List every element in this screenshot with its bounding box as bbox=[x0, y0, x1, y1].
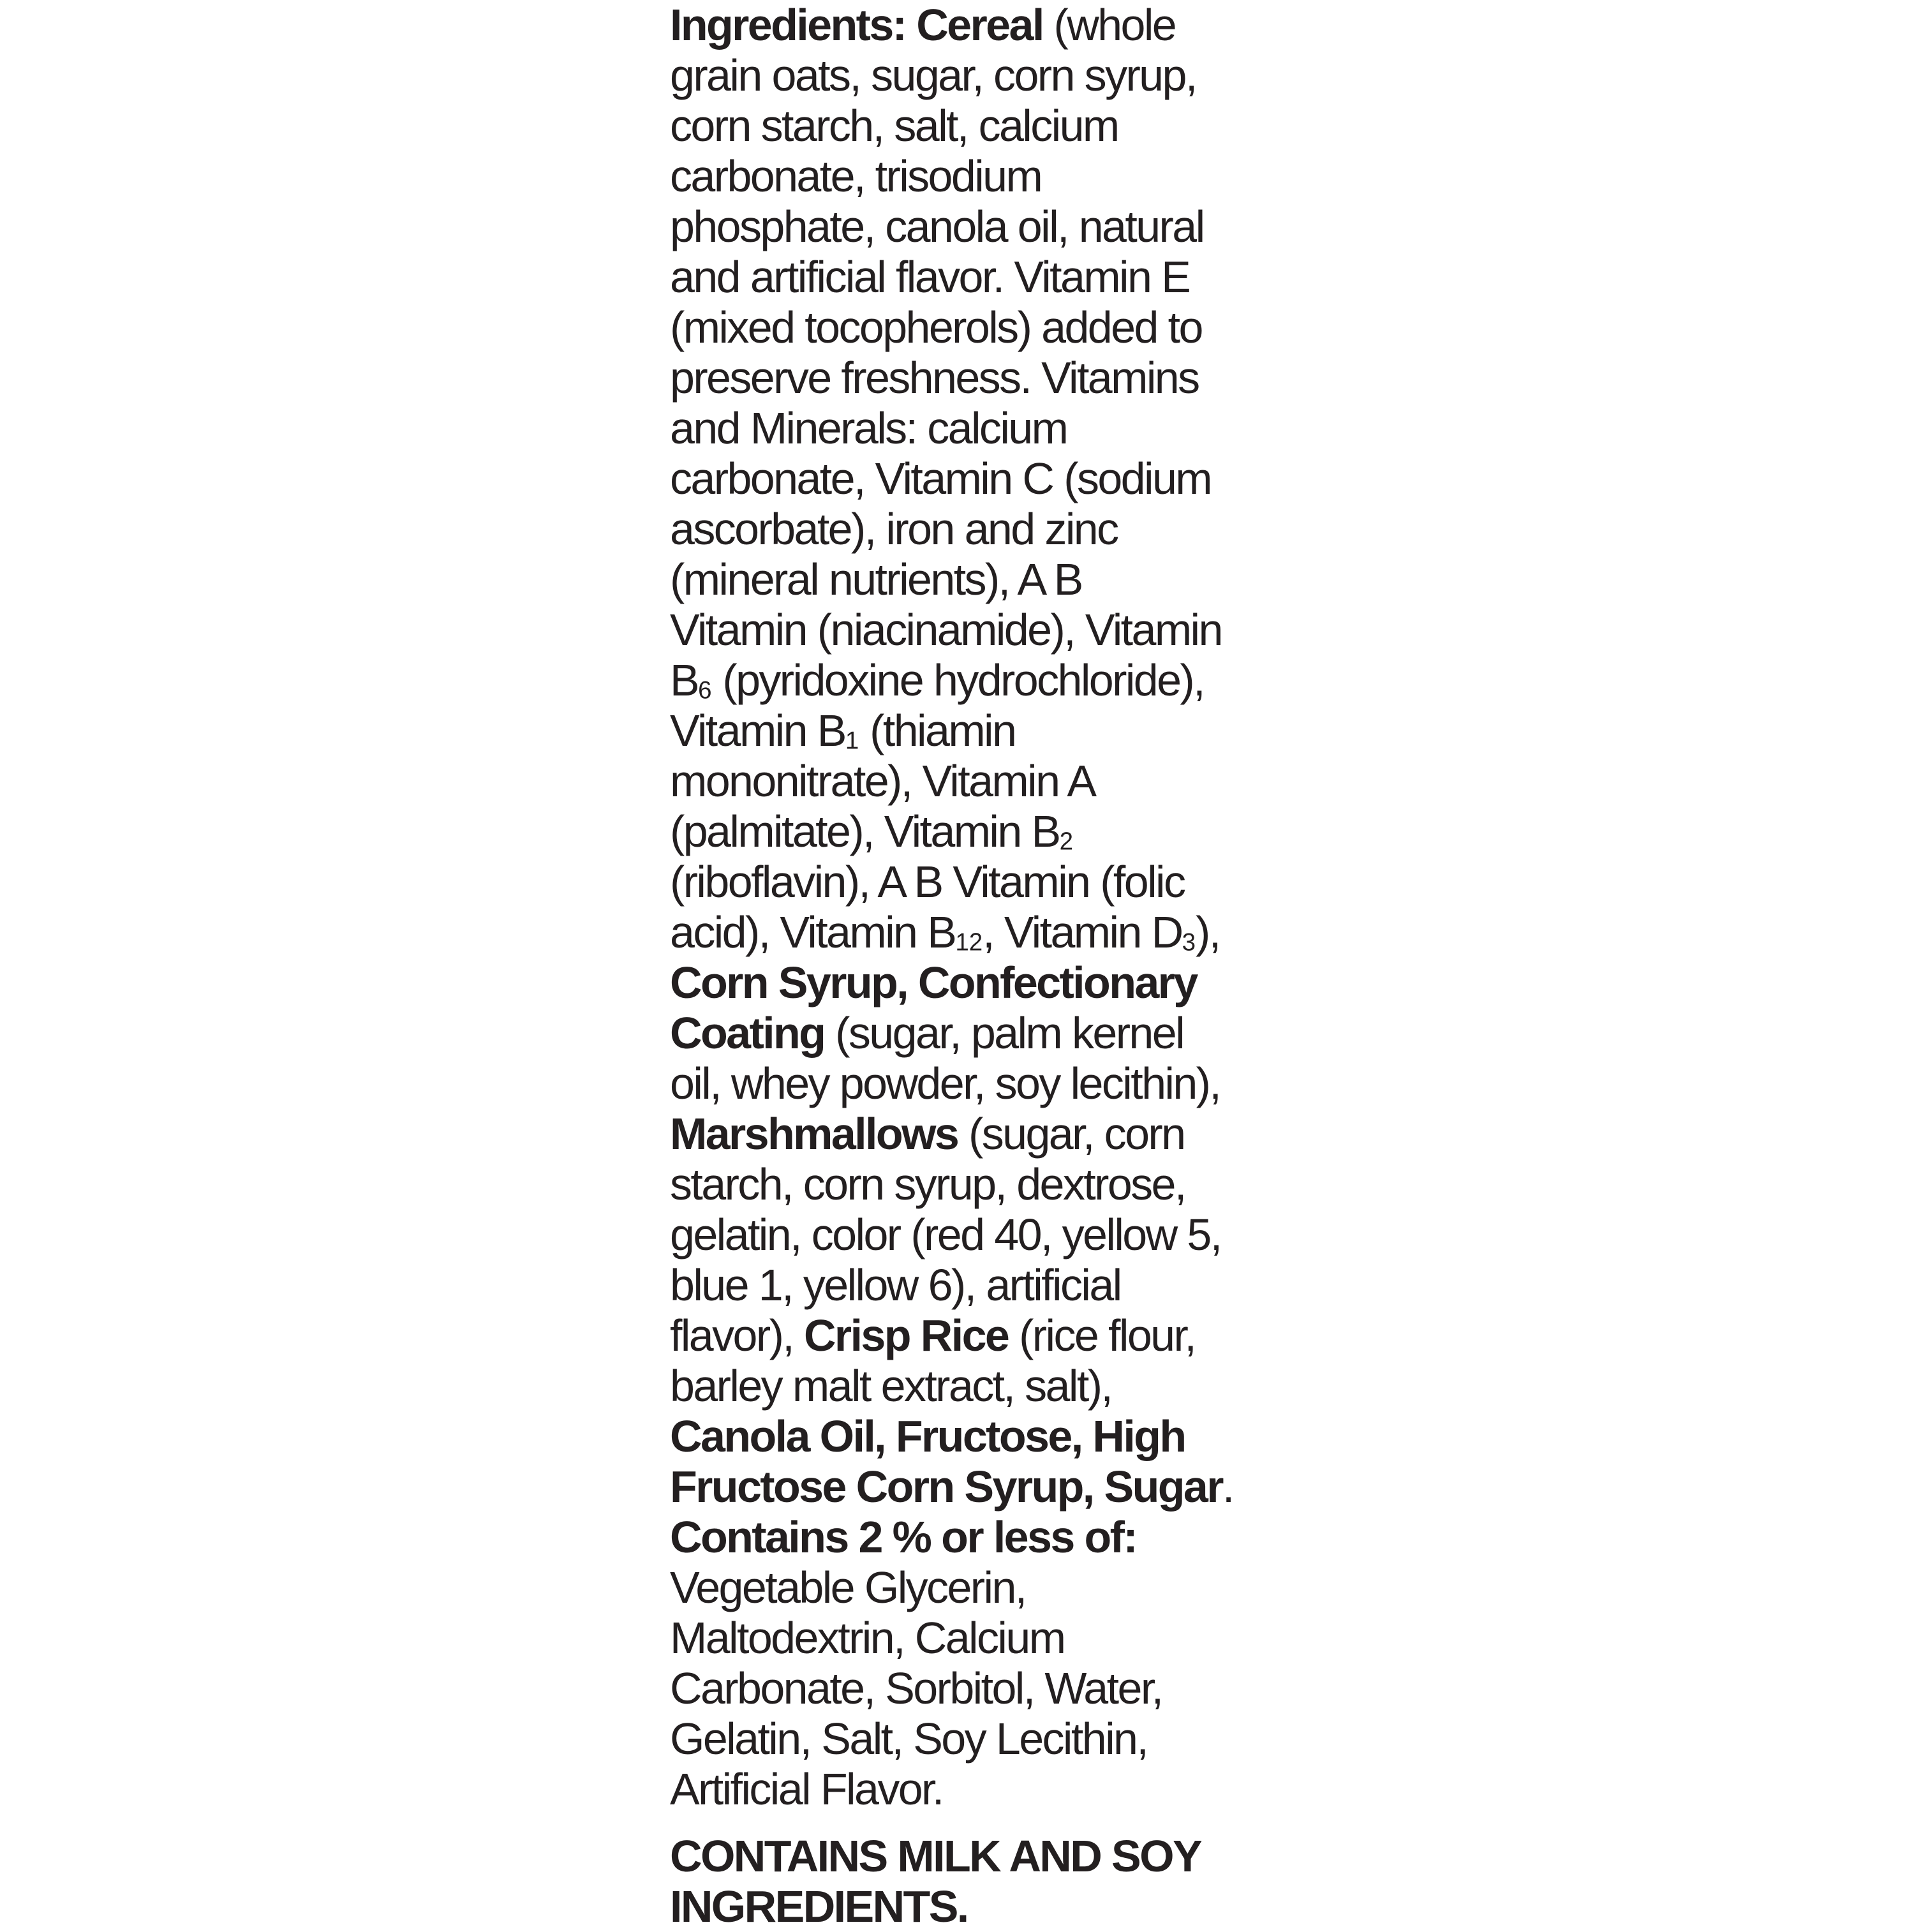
ingredient-name: Contains 2 % or less of: bbox=[670, 1512, 1137, 1562]
subscript: 1 bbox=[845, 727, 859, 755]
subscript: 6 bbox=[698, 676, 712, 704]
ingredients-line: barley malt extract, salt), bbox=[670, 1361, 1112, 1411]
ingredients-list bbox=[670, 0, 1308, 1815]
ingredients-line: (riboflavin), A B Vitamin (folic bbox=[670, 857, 1185, 907]
ingredients-heading: Ingredients: Cereal bbox=[670, 0, 1043, 50]
ingredients-line: ascorbate), iron and zinc bbox=[670, 504, 1118, 554]
ingredients-line: flavor), Crisp Rice (rice flour, bbox=[670, 1311, 1196, 1360]
ingredients-label-panel bbox=[670, 0, 1308, 1932]
ingredients-line: carbonate, Vitamin C (sodium bbox=[670, 454, 1212, 503]
allergen-line: CONTAINS MILK AND SOY bbox=[670, 1831, 1201, 1881]
ingredients-line: preserve freshness. Vitamins bbox=[670, 353, 1199, 403]
ingredient-name: Crisp Rice bbox=[803, 1311, 1009, 1360]
ingredients-line: Vegetable Glycerin, bbox=[670, 1563, 1026, 1612]
allergen-line: INGREDIENTS. bbox=[670, 1882, 968, 1931]
ingredients-line bbox=[670, 1411, 1308, 1462]
ingredients-line: (mineral nutrients), A B bbox=[670, 554, 1082, 604]
ingredients-line: Gelatin, Salt, Soy Lecithin, bbox=[670, 1714, 1148, 1764]
ingredients-line: oil, whey powder, soy lecithin), bbox=[670, 1059, 1220, 1108]
ingredients-line bbox=[670, 1512, 1308, 1563]
ingredients-line: Vitamin (niacinamide), Vitamin bbox=[670, 605, 1222, 655]
ingredients-line: phosphate, canola oil, natural bbox=[670, 202, 1204, 251]
ingredients-line: starch, corn syrup, dextrose, bbox=[670, 1159, 1185, 1209]
ingredients-line: and artificial flavor. Vitamin E bbox=[670, 252, 1190, 302]
ingredients-line: gelatin, color (red 40, yellow 5, bbox=[670, 1210, 1221, 1260]
ingredients-line: Fructose Corn Syrup, Sugar. bbox=[670, 1462, 1233, 1512]
ingredients-line: and Minerals: calcium bbox=[670, 403, 1067, 453]
ingredient-name: Marshmallows bbox=[670, 1109, 958, 1159]
ingredients-line: mononitrate), Vitamin A bbox=[670, 756, 1095, 806]
ingredients-line: Vitamin $B_1$ (thiamin bbox=[670, 706, 1016, 755]
ingredients-line bbox=[670, 958, 1308, 1008]
ingredients-line: acid), Vitamin $B_{12}$, Vitamin $D_3$), bbox=[670, 907, 1220, 957]
ingredients-line: (mixed tocopherols) added to bbox=[670, 302, 1202, 352]
subscript: 12 bbox=[955, 928, 983, 956]
ingredients-line: Maltodextrin, Calcium bbox=[670, 1613, 1065, 1663]
ingredient-name: Fructose Corn Syrup, Sugar bbox=[670, 1462, 1222, 1512]
ingredients-line: $B_6$ (pyridoxine hydrochloride), bbox=[670, 655, 1204, 705]
allergen-statement bbox=[670, 1831, 1308, 1932]
ingredient-name: Canola Oil, Fructose, High bbox=[670, 1411, 1185, 1461]
ingredients-line: Carbonate, Sorbitol, Water, bbox=[670, 1663, 1162, 1713]
ingredients-line: Coating (sugar, palm kernel bbox=[670, 1008, 1184, 1058]
ingredients-line: Marshmallows (sugar, corn bbox=[670, 1109, 1185, 1159]
subscript: 2 bbox=[1059, 828, 1074, 856]
ingredients-line: carbonate, trisodium bbox=[670, 151, 1042, 201]
subscript: 3 bbox=[1182, 928, 1196, 956]
ingredients-line: (palmitate), Vitamin $B_2$ bbox=[670, 806, 1074, 856]
ingredients-line: grain oats, sugar, corn syrup, bbox=[670, 50, 1196, 100]
ingredients-line: Ingredients: Cereal (whole bbox=[670, 0, 1176, 50]
ingredient-name: Corn Syrup, Confectionary bbox=[670, 958, 1197, 1007]
ingredients-line: corn starch, salt, calcium bbox=[670, 101, 1118, 151]
ingredients-line: Artificial Flavor. bbox=[670, 1764, 943, 1814]
ingredients-line: blue 1, yellow 6), artificial bbox=[670, 1260, 1121, 1310]
ingredient-name: Coating bbox=[670, 1008, 825, 1058]
